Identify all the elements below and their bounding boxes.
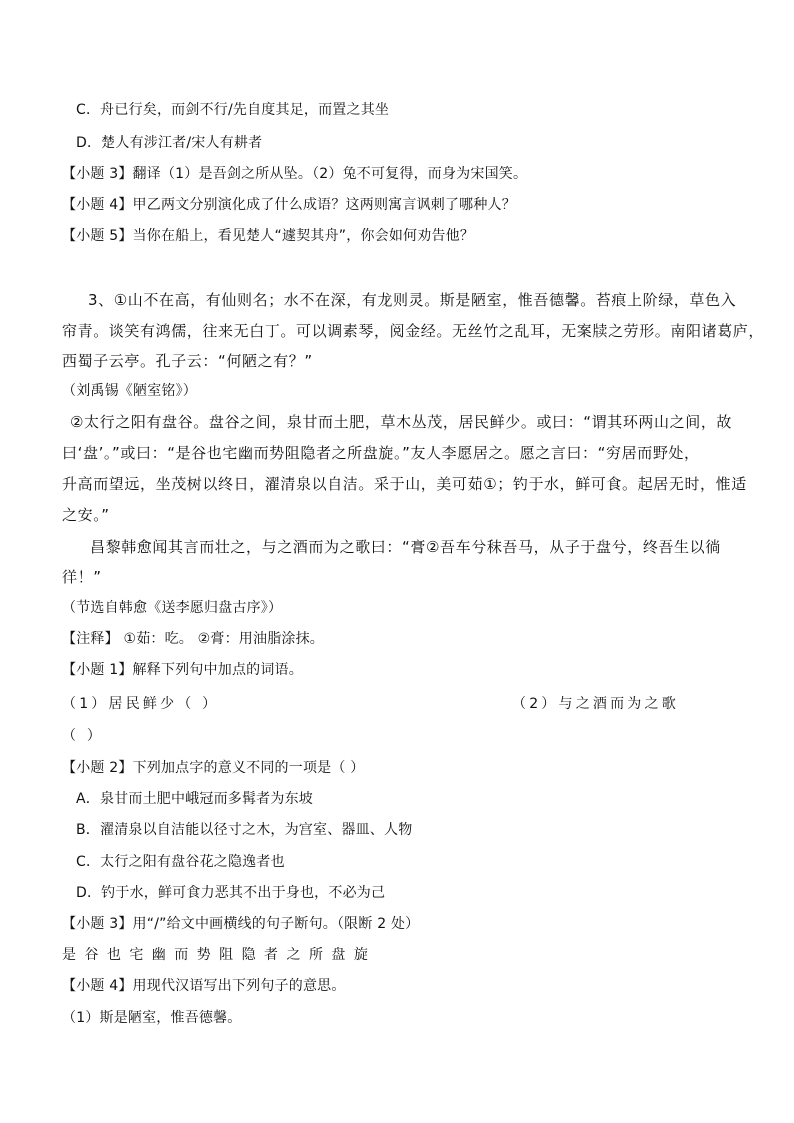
question-5: 【小题 5】当你在船上，看见楚人“遽契其舟”，你会如何劝告他？ xyxy=(62,228,475,244)
passage1-line2: 帘青。谈笑有鸿儒，往来无白丁。可以调素琴，阅金经。无丝竹之乱耳，无案牍之劳形。南阳诸葛庐， xyxy=(62,322,765,340)
sub-question-1-item-2: （2）与之酒而为之歌 xyxy=(512,696,679,712)
passage3-line2: 徉！” xyxy=(62,568,102,586)
sub-question-1-item-2-blank: （ ） xyxy=(62,728,105,744)
sub-question-3: 【小题 3】用“/”给文中画横线的句子断句。（限断 2 处） xyxy=(62,916,420,932)
sub-question-3-sentence: 是 谷 也 宅 幽 而 势 阻 隐 者 之 所 盘 旋 xyxy=(62,947,370,963)
passage2-line1: ②太行之阳有盘谷。盘谷之间，泉甘而土肥，草木丛茂，居民鲜少。或曰：“谓其环两山之间，故 xyxy=(70,413,733,431)
sub-question-1-item-1: （1）居民鲜少（ ） xyxy=(62,696,220,712)
annotation: 【注释】 ①茹：吃。 ②膏：用油脂涂抹。 xyxy=(62,631,325,647)
passage2-line4: 之安。” xyxy=(62,506,110,524)
sub-question-4-item-1: （1）斯是陋室，惟吾德馨。 xyxy=(62,1010,242,1026)
sub-question-4: 【小题 4】用现代汉语写出下列句子的意思。 xyxy=(62,978,346,994)
question-4: 【小题 4】甲乙两文分别演化成了什么成语？这两则寓言讽刺了哪种人？ xyxy=(62,197,516,213)
passage2-line2: 曰‘盘’。”或曰：“是谷也宅幽而势阻隐者之所盘旋。”友人李愿居之。愿之言曰：“穷居而野处， xyxy=(62,444,700,462)
passage1-line1: 3、①山不在高，有仙则名；水不在深，有龙则灵。斯是陋室，惟吾德馨。苔痕上阶绿，草色入 xyxy=(88,291,737,309)
sub-question-2: 【小题 2】下列加点字的意义不同的一项是（ ） xyxy=(62,760,365,776)
source-1: （刘禹锡《陋室铭》） xyxy=(62,383,197,399)
sub-question-2-option-d: D．钓于水，鲜可食力恶其不出于身也，不必为己 xyxy=(76,885,386,901)
source-2: （节选自韩愈《送李愿归盘古序》） xyxy=(62,600,283,616)
sub-question-2-option-a: A．泉甘而土肥中峨冠而多髯者为东坡 xyxy=(76,791,313,807)
passage3-line1: 昌黎韩愈闻其言而壮之，与之酒而为之歌曰：“膏②吾车兮秣吾马，从子于盘兮，终吾生以徜 xyxy=(90,538,721,556)
sub-question-1: 【小题 1】解释下列句中加点的词语。 xyxy=(62,662,303,678)
option-c: C．舟已行矣，而剑不行/先自度其足，而置之其坐 xyxy=(76,102,390,118)
passage2-line3: 升高而望远，坐茂树以终日，濯清泉以自洁。采于山，美可茹①；钓于水，鲜可食。起居无时，惟适 xyxy=(62,475,747,493)
question-3: 【小题 3】翻译（1）是吾剑之所从坠。（2）兔不可复得，而身为宋国笑。 xyxy=(62,166,528,182)
sub-question-2-option-b: B．濯清泉以自洁能以径寸之木，为宫室、器皿、人物 xyxy=(76,822,413,838)
sub-question-2-option-c: C．太行之阳有盘谷花之隐逸者也 xyxy=(76,854,285,870)
option-d: D．楚人有涉江者/宋人有耕者 xyxy=(76,135,263,151)
passage1-line3: 西蜀子云亭。孔子云：“何陋之有？” xyxy=(62,352,313,370)
